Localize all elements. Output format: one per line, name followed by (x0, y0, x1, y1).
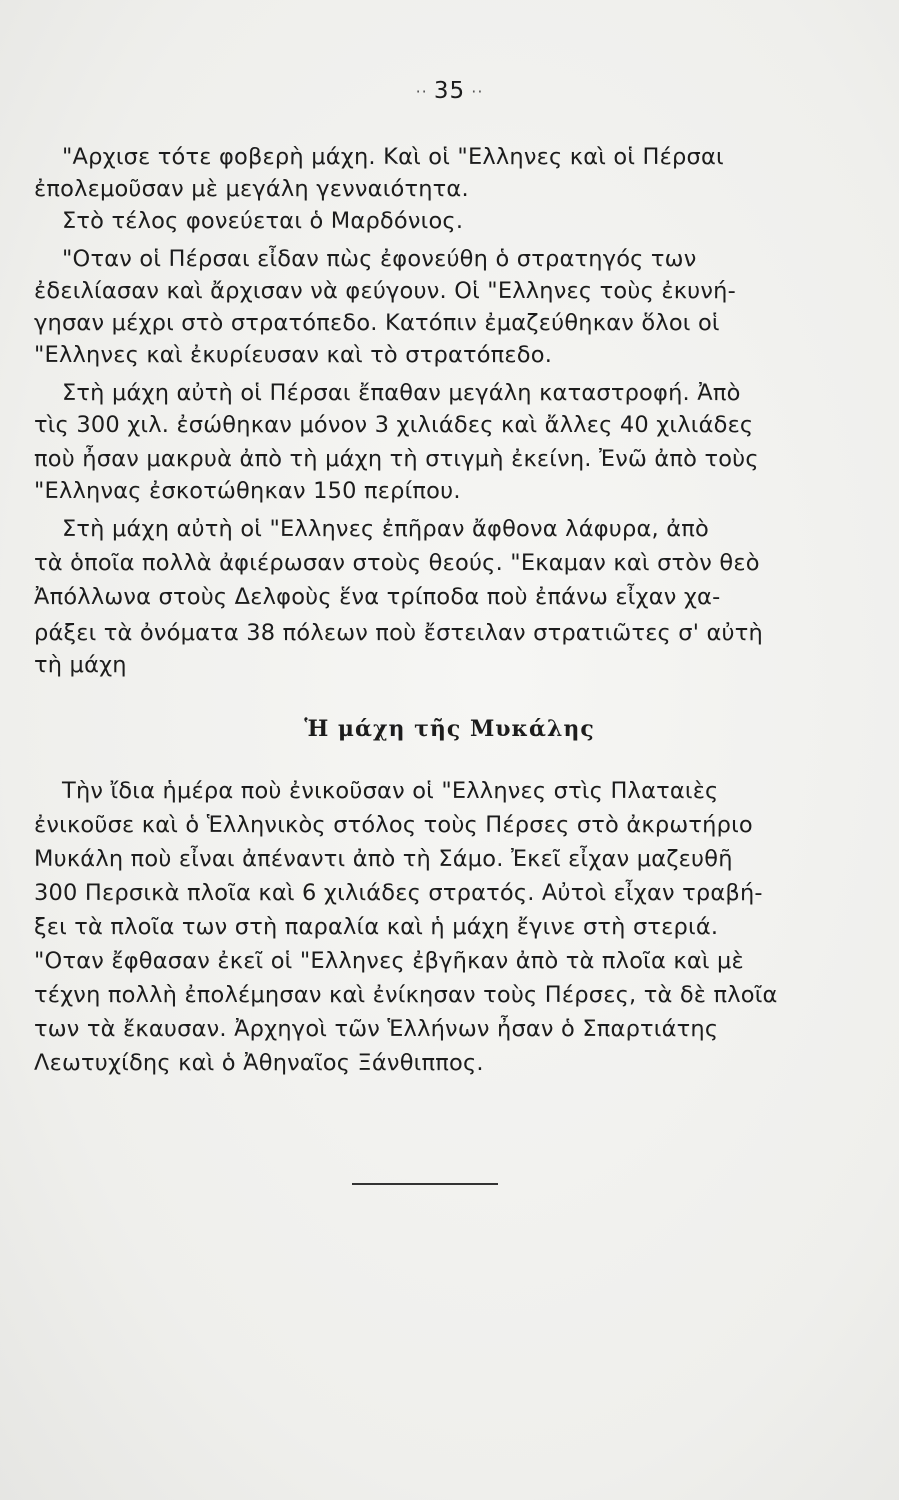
paragraph-line: τὶς 300 χιλ. ἐσώθηκαν μόνον 3 χιλιάδες καὶ ἄλλες 40 χιλιάδες (34, 412, 754, 438)
paragraph-line: ἐδειλίασαν καὶ ἄρχισαν νὰ φεύγουν. Οἱ "Ελληνες τοὺς ἐκυνή- (34, 278, 736, 304)
paragraph-line: ποὺ ἦσαν μακρυὰ ἀπὸ τὴ μάχη τὴ στιγμὴ ἐκείνη. Ἐνῶ ἀπὸ τοὺς (34, 446, 759, 472)
paragraph-line: Τὴν ἴδια ἡμέρα ποὺ ἐνικοῦσαν οἱ "Ελληνες στὶς Πλαταιὲς (62, 778, 719, 804)
paragraph-line: τὰ ὁποῖα πολλὰ ἀφιέρωσαν στοὺς θεούς. "Εκαμαν καὶ στὸν θεὸ (34, 550, 760, 576)
paragraph-line: Λεωτυχίδης καὶ ὁ Ἀθηναῖος Ξάνθιππος. (34, 1050, 484, 1076)
paragraph-line: γησαν μέχρι στὸ στρατόπεδο. Κατόπιν ἐμαζεύθηκαν ὅλοι οἱ (34, 310, 720, 336)
paragraph-line: Μυκάλη ποὺ εἶναι ἀπέναντι ἀπὸ τὴ Σάμο. Ἐκεῖ εἶχαν μαζευθῆ (34, 846, 733, 872)
section-divider (352, 1183, 498, 1185)
paragraph-line: Στὸ τέλος φονεύεται ὁ Μαρδόνιος. (62, 208, 464, 234)
page-number-dots-right: ·· (465, 82, 484, 101)
paragraph-line: "Οταν οἱ Πέρσαι εἶδαν πὼς ἐφονεύθη ὁ στρατηγός των (62, 246, 697, 272)
page-number (0, 78, 899, 104)
paragraph-line: Στὴ μάχη αὐτὴ οἱ Πέρσαι ἔπαθαν μεγάλη καταστροφή. Ἀπὸ (62, 380, 741, 406)
paragraph-line: τὴ μάχη (34, 652, 127, 678)
paragraph-line: ἐπολεμοῦσαν μὲ μεγάλη γενναιότητα. (34, 176, 469, 202)
paragraph-line: ἐνικοῦσε καὶ ὁ Ἑλληνικὸς στόλος τοὺς Πέρσες στὸ ἀκρωτήριο (34, 812, 753, 838)
paragraph-line: "Αρχισε τότε φοβερὴ μάχη. Καὶ οἱ "Ελληνες καὶ οἱ Πέρσαι (62, 144, 724, 170)
paragraph-line: τέχνη πολλὴ ἐπολέμησαν καὶ ἐνίκησαν τοὺς Πέρσες, τὰ δὲ πλοῖα (34, 982, 778, 1008)
section-heading: Ἡ μάχη τῆς Μυκάλης (304, 716, 595, 742)
paragraph-line: 300 Περσικὰ πλοῖα καὶ 6 χιλιάδες στρατός. Αὐτοὶ εἶχαν τραβή- (34, 880, 763, 906)
paragraph-line: "Ελληνες καὶ ἐκυρίευσαν καὶ τὸ στρατόπεδο. (34, 342, 553, 368)
paragraph-line: Στὴ μάχη αὐτὴ οἱ "Ελληνες ἐπῆραν ἄφθονα λάφυρα, ἀπὸ (62, 516, 709, 542)
paragraph-line: "Οταν ἔφθασαν ἐκεῖ οἱ "Ελληνες ἐβγῆκαν ἀπὸ τὰ πλοῖα καὶ μὲ (34, 948, 744, 974)
page-number-dots-left: ·· (415, 82, 434, 101)
paragraph-line: των τὰ ἔκαυσαν. Ἀρχηγοὶ τῶν Ἑλλήνων ἦσαν ὁ Σπαρτιάτης (34, 1016, 719, 1042)
paragraph-line: ξει τὰ πλοῖα των στὴ παραλία καὶ ἡ μάχη ἔγινε στὴ στεριά. (34, 914, 719, 940)
paragraph-line: Ἀπόλλωνα στοὺς Δελφοὺς ἕνα τρίποδα ποὺ ἐπάνω εἶχαν χα- (34, 584, 721, 610)
paragraph-line: ράξει τὰ ὀνόματα 38 πόλεων ποὺ ἔστειλαν στρατιῶτες σ' αὐτὴ (34, 620, 763, 646)
paragraph-line: "Ελληνας ἐσκοτώθηκαν 150 περίπου. (34, 478, 461, 504)
page-number-value: 35 (433, 78, 466, 104)
